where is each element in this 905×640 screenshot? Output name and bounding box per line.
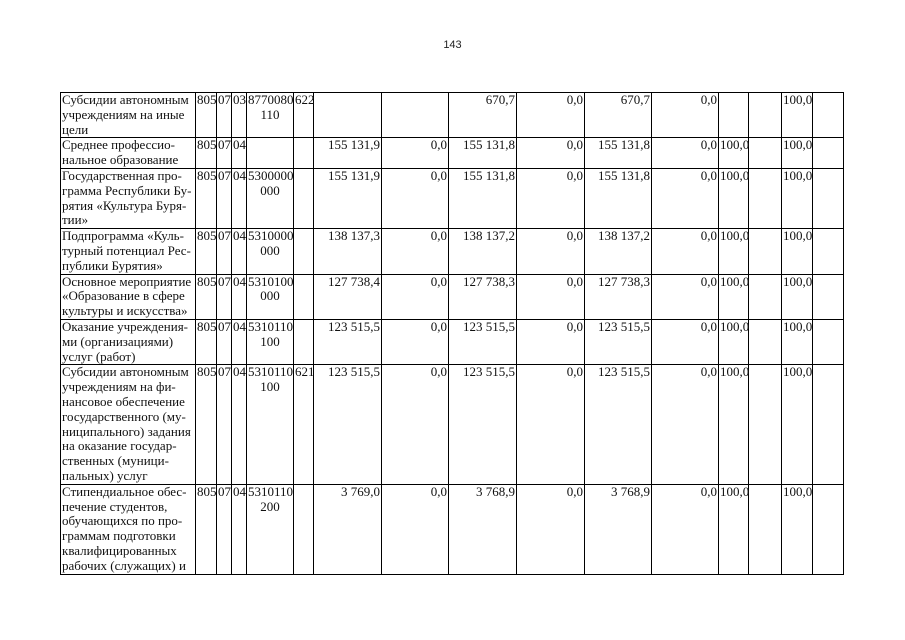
amount-cell xyxy=(749,93,782,138)
target-code-line: 000 xyxy=(260,182,280,198)
dept-code-cell: 805 xyxy=(196,138,217,169)
amount-cell: 138 137,3 xyxy=(314,229,382,274)
amount-cell: 100,0 xyxy=(719,319,749,364)
dept-code-cell: 805 xyxy=(196,484,217,574)
section-code-cell: 07 xyxy=(217,274,232,319)
amount-cell: 100,0 xyxy=(719,484,749,574)
target-code-line: 5310100 xyxy=(248,273,294,289)
amount-cell: 670,7 xyxy=(585,93,652,138)
amount-cell xyxy=(749,365,782,484)
section-code-cell: 07 xyxy=(217,168,232,228)
subsection-code-cell: 03 xyxy=(232,93,247,138)
amount-cell: 0,0 xyxy=(652,168,719,228)
target-code-line: 5310000 xyxy=(248,228,294,244)
item-name-cell xyxy=(61,319,196,364)
amount-cell xyxy=(749,319,782,364)
section-code-cell: 07 xyxy=(217,138,232,169)
item-name-line: квалифицированных xyxy=(62,542,177,558)
amount-cell: 0,0 xyxy=(517,365,585,484)
amount-cell xyxy=(813,484,844,574)
amount-cell xyxy=(749,138,782,169)
amount-cell: 0,0 xyxy=(652,93,719,138)
amount-cell: 123 515,5 xyxy=(449,319,517,364)
amount-cell: 100,0 xyxy=(719,138,749,169)
item-name-line: обучающихся по про- xyxy=(62,513,183,529)
expense-type-cell xyxy=(294,168,314,228)
target-code-cell xyxy=(247,484,294,574)
amount-cell xyxy=(813,93,844,138)
amount-cell: 0,0 xyxy=(652,274,719,319)
amount-cell xyxy=(813,365,844,484)
amount-cell xyxy=(382,93,449,138)
amount-cell xyxy=(813,168,844,228)
table-row xyxy=(61,229,844,274)
item-name-line: Оказание учреждения- xyxy=(62,318,189,334)
section-code-cell: 07 xyxy=(217,365,232,484)
item-name-line: рятия «Культура Буря- xyxy=(62,197,187,213)
amount-cell: 0,0 xyxy=(517,274,585,319)
target-code-line: 000 xyxy=(260,242,280,258)
amount-cell: 0,0 xyxy=(652,365,719,484)
target-code-line: 8770080 xyxy=(248,92,294,107)
subsection-code-cell: 04 xyxy=(232,138,247,169)
item-name-cell xyxy=(61,274,196,319)
target-code-cell xyxy=(247,274,294,319)
item-name-line: пальных) услуг xyxy=(62,467,148,483)
item-name-line: тии» xyxy=(62,212,89,228)
subsection-code-cell: 04 xyxy=(232,229,247,274)
dept-code-cell: 805 xyxy=(196,93,217,138)
table-row xyxy=(61,93,844,138)
dept-code-cell: 805 xyxy=(196,274,217,319)
amount-cell: 0,0 xyxy=(652,138,719,169)
amount-cell: 0,0 xyxy=(382,274,449,319)
target-code-cell xyxy=(247,319,294,364)
item-name-line: учреждениям на фи- xyxy=(62,379,176,395)
amount-cell: 3 769,0 xyxy=(314,484,382,574)
amount-cell: 155 131,8 xyxy=(449,168,517,228)
expense-type-cell xyxy=(294,274,314,319)
amount-cell: 138 137,2 xyxy=(585,229,652,274)
table-row xyxy=(61,274,844,319)
item-name-line: культуры и искусства» xyxy=(62,303,188,319)
item-name-cell xyxy=(61,484,196,574)
amount-cell: 155 131,9 xyxy=(314,138,382,169)
amount-cell: 100,0 xyxy=(782,484,813,574)
subsection-code-cell: 04 xyxy=(232,484,247,574)
page-number: 143 xyxy=(443,39,462,51)
section-code-cell: 07 xyxy=(217,229,232,274)
table-row xyxy=(61,138,844,169)
amount-cell: 100,0 xyxy=(782,229,813,274)
subsection-code-cell: 04 xyxy=(232,274,247,319)
amount-cell: 0,0 xyxy=(517,229,585,274)
amount-cell xyxy=(813,274,844,319)
amount-cell: 0,0 xyxy=(382,138,449,169)
target-code-cell xyxy=(247,138,294,169)
item-name-line: печение студентов, xyxy=(62,498,168,514)
amount-cell xyxy=(719,93,749,138)
amount-cell: 100,0 xyxy=(719,365,749,484)
amount-cell xyxy=(813,319,844,364)
expense-type-cell xyxy=(294,484,314,574)
target-code-line: 5310110 xyxy=(248,364,294,380)
amount-cell: 155 131,9 xyxy=(314,168,382,228)
amount-cell: 100,0 xyxy=(782,274,813,319)
amount-cell: 0,0 xyxy=(517,484,585,574)
amount-cell: 100,0 xyxy=(719,274,749,319)
amount-cell: 670,7 xyxy=(449,93,517,138)
expense-type-cell xyxy=(294,138,314,169)
amount-cell: 127 738,3 xyxy=(585,274,652,319)
amount-cell: 0,0 xyxy=(382,484,449,574)
item-name-line: на оказание государ- xyxy=(62,438,177,454)
item-name-cell xyxy=(61,229,196,274)
amount-cell xyxy=(314,93,382,138)
target-code-line: 100 xyxy=(260,333,280,349)
amount-cell: 0,0 xyxy=(517,93,585,138)
item-name-line: нальное образование xyxy=(62,152,179,168)
target-code-line: 000 xyxy=(260,288,280,304)
item-name-line: Подпрограмма «Куль- xyxy=(62,228,184,244)
item-name-line: «Образование в сфере xyxy=(62,288,185,304)
dept-code-cell: 805 xyxy=(196,365,217,484)
target-code-line: 100 xyxy=(260,379,280,395)
item-name-line: государственного (му- xyxy=(62,408,186,424)
table-row xyxy=(61,168,844,228)
amount-cell: 0,0 xyxy=(382,168,449,228)
item-name-cell xyxy=(61,168,196,228)
amount-cell: 123 515,5 xyxy=(449,365,517,484)
amount-cell: 0,0 xyxy=(652,319,719,364)
amount-cell: 100,0 xyxy=(719,229,749,274)
item-name-line: цели xyxy=(62,121,89,137)
amount-cell xyxy=(749,274,782,319)
item-name-line: граммам подготовки xyxy=(62,528,176,544)
expense-type-cell xyxy=(294,229,314,274)
amount-cell: 0,0 xyxy=(652,229,719,274)
amount-cell xyxy=(813,138,844,169)
subsection-code-cell: 04 xyxy=(232,168,247,228)
amount-cell: 100,0 xyxy=(782,319,813,364)
amount-cell: 123 515,5 xyxy=(314,365,382,484)
item-name-cell xyxy=(61,138,196,169)
item-name-line: ственных (муници- xyxy=(62,453,169,469)
item-name-line: ми (организациями) xyxy=(62,333,174,349)
item-name-line: рабочих (служащих) и xyxy=(62,557,186,573)
expense-type-cell: 622 xyxy=(294,93,314,138)
table-body xyxy=(61,93,844,575)
amount-cell: 100,0 xyxy=(719,168,749,228)
item-name-line: Стипендиальное обес- xyxy=(62,483,187,499)
dept-code-cell: 805 xyxy=(196,319,217,364)
amount-cell xyxy=(749,484,782,574)
amount-cell: 127 738,4 xyxy=(314,274,382,319)
amount-cell: 123 515,5 xyxy=(585,365,652,484)
amount-cell: 123 515,5 xyxy=(585,319,652,364)
item-name-line: услуг (работ) xyxy=(62,348,136,364)
amount-cell: 100,0 xyxy=(782,365,813,484)
expense-type-cell: 621 xyxy=(294,365,314,484)
item-name-line: ниципального) задания xyxy=(62,423,191,439)
target-code-line: 110 xyxy=(260,106,280,122)
item-name-line: Основное мероприятие xyxy=(62,273,192,289)
dept-code-cell: 805 xyxy=(196,168,217,228)
subsection-code-cell: 04 xyxy=(232,319,247,364)
amount-cell: 100,0 xyxy=(782,168,813,228)
item-name-line: Государственная про- xyxy=(62,167,182,183)
amount-cell: 155 131,8 xyxy=(585,138,652,169)
dept-code-cell: 805 xyxy=(196,229,217,274)
amount-cell: 138 137,2 xyxy=(449,229,517,274)
amount-cell xyxy=(749,229,782,274)
item-name-line: учреждениям на иные xyxy=(62,106,185,122)
target-code-line: 5310110 xyxy=(248,483,294,499)
subsection-code-cell: 04 xyxy=(232,365,247,484)
target-code-cell xyxy=(247,93,294,138)
amount-cell xyxy=(749,168,782,228)
amount-cell: 0,0 xyxy=(382,319,449,364)
item-name-line: публики Бурятия» xyxy=(62,257,163,273)
amount-cell xyxy=(813,229,844,274)
amount-cell: 100,0 xyxy=(782,93,813,138)
amount-cell: 127 738,3 xyxy=(449,274,517,319)
amount-cell: 100,0 xyxy=(782,138,813,169)
item-name-line: турный потенциал Рес- xyxy=(62,242,191,258)
amount-cell: 3 768,9 xyxy=(449,484,517,574)
amount-cell: 0,0 xyxy=(517,168,585,228)
budget-table xyxy=(60,92,844,575)
section-code-cell: 07 xyxy=(217,93,232,138)
amount-cell: 3 768,9 xyxy=(585,484,652,574)
target-code-line: 5310110 xyxy=(248,318,294,334)
amount-cell: 0,0 xyxy=(517,319,585,364)
amount-cell: 123 515,5 xyxy=(314,319,382,364)
item-name-line: нансовое обеспечение xyxy=(62,393,185,409)
target-code-cell xyxy=(247,365,294,484)
amount-cell: 0,0 xyxy=(382,365,449,484)
table-row xyxy=(61,319,844,364)
expense-type-cell xyxy=(294,319,314,364)
item-name-line: Субсидии автономным xyxy=(62,92,189,107)
amount-cell: 0,0 xyxy=(382,229,449,274)
item-name-cell xyxy=(61,365,196,484)
table-row xyxy=(61,484,844,574)
item-name-cell xyxy=(61,93,196,138)
amount-cell: 155 131,8 xyxy=(585,168,652,228)
section-code-cell: 07 xyxy=(217,484,232,574)
item-name-line: Среднее профессио- xyxy=(62,137,175,153)
amount-cell: 155 131,8 xyxy=(449,138,517,169)
amount-cell: 0,0 xyxy=(652,484,719,574)
item-name-line: грамма Республики Бу- xyxy=(62,182,192,198)
table-row xyxy=(61,365,844,484)
item-name-line: Субсидии автономным xyxy=(62,364,189,380)
target-code-cell xyxy=(247,229,294,274)
target-code-line: 5300000 xyxy=(248,167,294,183)
target-code-line: 200 xyxy=(260,498,280,514)
target-code-cell xyxy=(247,168,294,228)
amount-cell: 0,0 xyxy=(517,138,585,169)
section-code-cell: 07 xyxy=(217,319,232,364)
